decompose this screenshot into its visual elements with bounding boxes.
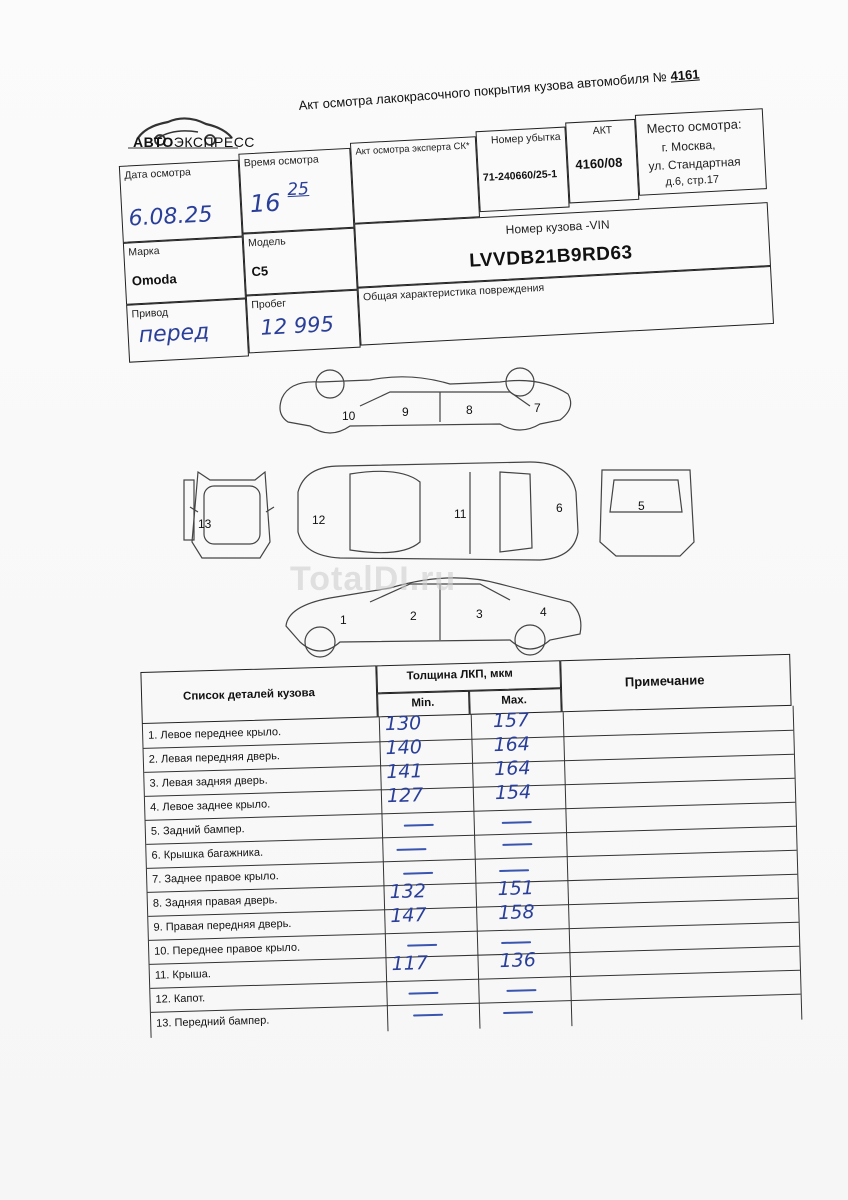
min-dash <box>413 1014 443 1016</box>
min-column-header: Min. <box>411 696 435 710</box>
part-name: 10. Переднее правое крыло. <box>154 941 301 958</box>
place-line3: д.6, стр.17 <box>665 173 720 189</box>
time-value-minutes: 25 <box>286 179 310 201</box>
model-cell <box>243 228 358 296</box>
parts-column-header: Список деталей кузова <box>182 687 316 703</box>
min-value: 130 <box>384 712 422 736</box>
document-title <box>298 66 700 112</box>
expert-cell <box>350 136 480 223</box>
act-number: 4161 <box>669 66 700 84</box>
zone-label-8: 8 <box>466 403 473 417</box>
date-label: Дата осмотра <box>124 166 192 182</box>
part-name: 3. Левая задняя дверь. <box>149 774 268 790</box>
vin-value: LVVDB21B9RD63 <box>468 242 634 272</box>
max-dash <box>503 1011 533 1013</box>
brand-value: Omoda <box>131 271 178 289</box>
max-dash <box>499 869 529 871</box>
brand-label: Марка <box>128 244 160 259</box>
drive-cell <box>126 299 249 363</box>
max-value: 154 <box>494 781 532 805</box>
zone-label-1: 1 <box>340 613 347 627</box>
part-name: 6. Крышка багажника. <box>151 846 264 862</box>
logo-text-bold: АВТО <box>133 134 174 150</box>
inspection-info-table <box>118 116 776 363</box>
mileage-value: 12 995 <box>259 311 335 340</box>
claim-cell <box>476 127 570 213</box>
mileage-label: Пробег <box>250 297 287 312</box>
vin-label: Номер кузова -VIN <box>505 217 610 237</box>
mileage-cell <box>246 290 361 354</box>
min-value: 132 <box>389 880 427 904</box>
watermark: TotalDI.ru <box>290 560 457 598</box>
min-value: 127 <box>386 784 424 808</box>
part-name: 2. Левая передняя дверь. <box>148 750 281 766</box>
brand-cell <box>123 237 246 305</box>
zone-label-13: 13 <box>198 517 212 531</box>
min-dash <box>408 992 438 994</box>
max-value: 164 <box>493 757 531 781</box>
part-name: 1. Левое переднее крыло. <box>148 726 282 742</box>
time-cell <box>238 148 354 234</box>
zone-label-2: 2 <box>410 609 417 623</box>
part-name: 12. Капот. <box>155 992 206 1006</box>
model-value: C5 <box>251 263 269 280</box>
max-value: 157 <box>492 709 530 733</box>
part-name: 5. Задний бампер. <box>150 823 245 838</box>
model-label: Модель <box>247 235 287 250</box>
claim-value: 71-240660/25-1 <box>482 168 558 184</box>
zone-label-12: 12 <box>312 513 326 527</box>
min-dash <box>403 872 433 874</box>
zone-label-7: 7 <box>534 401 541 415</box>
place-line2: ул. Стандартная <box>648 154 741 174</box>
part-name: 7. Заднее правое крыло. <box>152 870 279 886</box>
place-cell <box>635 108 767 196</box>
claim-label: Номер убытка <box>490 130 561 147</box>
max-dash <box>501 941 531 943</box>
car-right-side-view <box>280 368 571 433</box>
zone-label-9: 9 <box>402 405 409 419</box>
part-name: 8. Задняя правая дверь. <box>152 894 278 910</box>
min-value: 117 <box>391 952 429 976</box>
zone-label-4: 4 <box>540 605 547 619</box>
drive-value: перед <box>138 319 210 349</box>
part-name: 9. Правая передняя дверь. <box>153 917 292 934</box>
min-value: 141 <box>385 760 423 784</box>
max-dash <box>506 989 536 991</box>
time-label: Время осмотра <box>243 153 320 170</box>
part-name: 4. Левое заднее крыло. <box>150 798 271 814</box>
car-front-view <box>184 472 274 558</box>
max-value: 136 <box>499 949 537 973</box>
zone-label-3: 3 <box>476 607 483 621</box>
max-value: 151 <box>497 877 535 901</box>
thickness-column-header: Толщина ЛКП, мкм <box>406 667 513 683</box>
place-line1: г. Москва, <box>661 137 716 155</box>
act-label: АКТ <box>592 124 613 138</box>
act-value: 4160/08 <box>574 154 623 173</box>
part-name: 11. Крыша. <box>154 968 211 982</box>
min-value: 140 <box>385 736 423 760</box>
car-rear-view <box>600 470 694 556</box>
max-value: 158 <box>497 901 535 925</box>
max-value: 164 <box>493 733 531 757</box>
parts-body <box>142 706 803 1038</box>
time-value-hours: 16 <box>249 188 282 219</box>
min-dash <box>404 824 434 826</box>
damage-label: Общая характеристика повреждения <box>362 281 545 304</box>
min-value: 147 <box>389 904 427 928</box>
title-text: Акт осмотра лакокрасочного покрытия кузова автомобиля № <box>298 69 668 113</box>
drive-label: Привод <box>131 306 169 321</box>
part-name: 13. Передний бампер. <box>156 1014 270 1030</box>
min-dash <box>407 944 437 946</box>
car-body-diagram <box>170 362 645 662</box>
note-column-header: Примечание <box>624 672 705 690</box>
place-label: Место осмотра: <box>646 116 742 137</box>
min-dash <box>396 848 426 850</box>
max-column-header: Max. <box>501 694 528 707</box>
logo-text-light: ЭКСПРЕСС <box>173 134 255 150</box>
max-dash <box>502 843 532 845</box>
parts-table <box>140 640 800 1038</box>
zone-label-6: 6 <box>556 501 563 515</box>
expert-label: Акт осмотра эксперта СК* <box>355 140 470 158</box>
car-top-view <box>298 462 578 560</box>
max-dash <box>502 821 532 823</box>
date-cell <box>119 160 243 243</box>
zone-label-11: 11 <box>454 507 467 521</box>
date-value: 6.08.25 <box>127 202 214 232</box>
zone-label-10: 10 <box>342 409 356 423</box>
act-cell <box>565 119 639 204</box>
zone-label-5: 5 <box>638 499 645 513</box>
